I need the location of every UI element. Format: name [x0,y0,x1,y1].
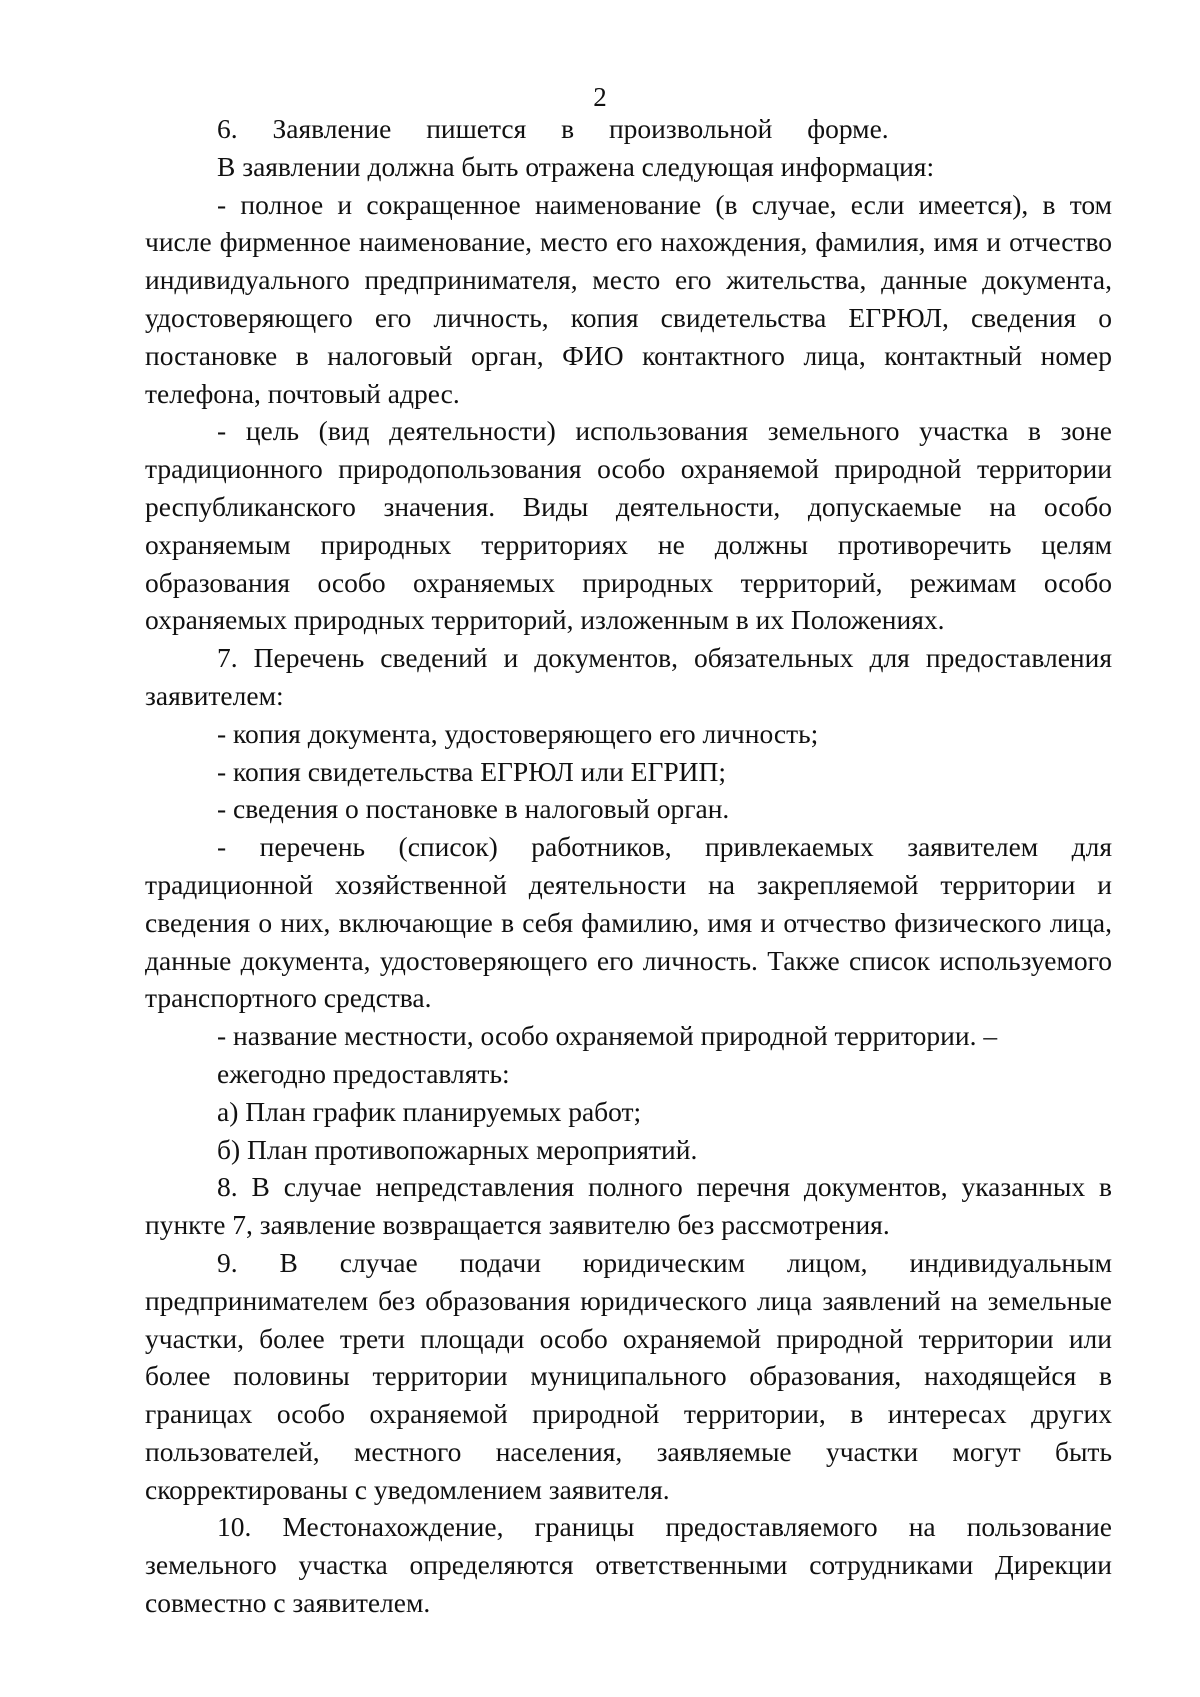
list-item-work-plan: а) План график планируемых работ; [217,1095,642,1127]
paragraph-info-intro: В заявлении должна быть отражена следующая информация: [217,150,935,182]
list-item-annual: ежегодно предоставлять: [217,1057,510,1089]
paragraph-name-details: - полное и сокращенное наименование (в случае, если имеется), в том числе фирменное наименование, место его нахождения, фамилия, имя и отчество индивидуального предпринимателя, место его жительства, данные документа, удостоверяющего его личность, копия свидетельства ЕГРЮЛ, сведения о постановке в налоговый орган, ФИО контактного лица, контактный номер телефона, почтовый адрес. [145,188,1112,409]
list-item-workers: - перечень (список) работников, привлекаемых заявителем для традиционной хозяйственной деятельности на закрепляемой территории и сведения о них, включающие в себя фамилию, имя и отчество физического лица, данные документа, удостоверяющего его личность. Также список используемого транспортного средства. [145,831,1112,1014]
paragraph-item-8: 8. В случае непредставления полного перечня документов, указанных в пункте 7, заявление возвращается заявителю без рассмотрения. [145,1171,1112,1241]
paragraph-item-10: 10. Местонахождение, границы предоставляемого на пользование земельного участка определяются ответственными сотрудниками Дирекции совместно с заявителем. [145,1511,1112,1619]
paragraph-item-7: 7. Перечень сведений и документов, обязательных для предоставления заявителем: [145,642,1112,711]
list-item-identity-copy: - копия документа, удостоверяющего его личность; [217,717,819,749]
page-number: 2 [593,82,607,112]
document-body [145,110,1112,1622]
paragraph-purpose: - цель (вид деятельности) использования земельного участка в зоне традиционного природопользования особо охраняемой природной территории республиканского значения. Виды деятельности, допускаемые на особо охраняемым природных территориях не должны противоречить целям образования особо охраняемых природных территорий, режимам особо охраняемых природных территорий, изложенным в их Положениях. [145,415,1112,636]
list-item-locality: - название местности, особо охраняемой природной территории. – [217,1020,998,1052]
list-item-egrul-copy: - копия свидетельства ЕГРЮЛ или ЕГРИП; [217,755,727,787]
paragraph-item-9: 9. В случае подачи юридическим лицом, индивидуальным предпринимателем без образования юридического лица заявлений на земельные участки, более трети площади особо охраняемой природной территории или более половины территории муниципального образования, находящейся в границах особо охраняемой природной территории, в интересах других пользователей, местного населения, заявляемые участки могут быть скорректированы с уведомлением заявителя. [145,1246,1112,1505]
paragraph-item-6: 6. Заявление пишется в произвольной форме. [217,113,889,144]
list-item-tax-registration: - сведения о постановке в налоговый орган. [217,793,730,825]
list-item-fire-plan: б) План противопожарных мероприятий. [217,1133,698,1165]
